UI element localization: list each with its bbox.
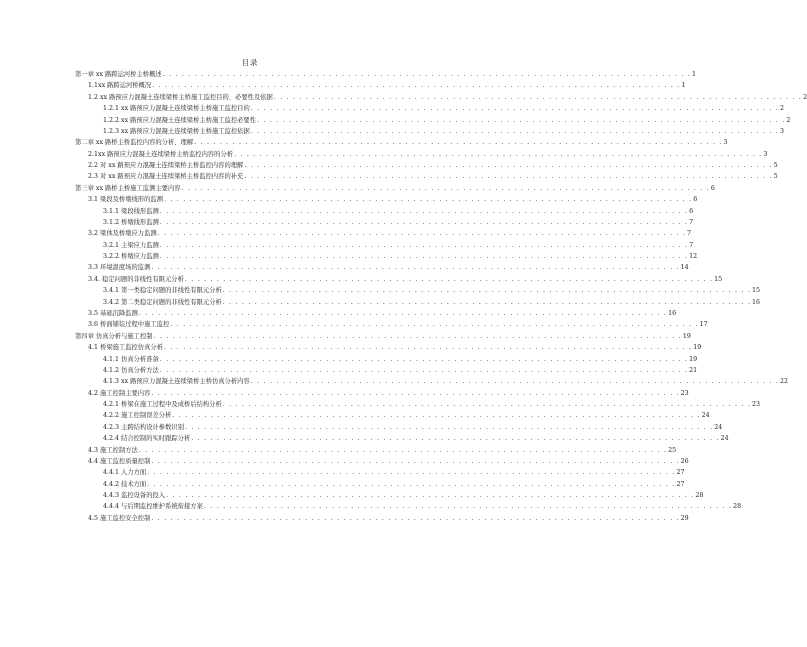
toc-entry-page: 27 — [676, 480, 685, 488]
toc-entry-page: 27 — [676, 469, 685, 477]
toc-entry-page: 24 — [701, 412, 710, 420]
toc-entry-label: 4.4 施工监控质量控制 — [88, 457, 151, 465]
toc-dot-leader: . . . . . . . . . . . . . . . . . . . . . . . . . . . . . . . . . . . . . . . . . . . . . . . . . . . . . . . . . . . . . . . . . . . . . . . . . . . . . . . . . . . — [244, 162, 773, 170]
toc-entry-page: 16 — [668, 309, 677, 317]
toc-entry[interactable] — [88, 149, 768, 160]
toc-entry-label: 2.1xx 路预应力混凝土连续梁桥主桥监控内容的分析 — [88, 150, 234, 158]
toc-entry-page: 2 — [803, 93, 807, 101]
toc-entry-page: 28 — [695, 492, 704, 500]
toc-entry-page: 21 — [689, 366, 698, 374]
toc-entry-page: 26 — [680, 457, 689, 465]
toc-entry[interactable] — [103, 240, 694, 251]
toc-entry-page: 24 — [714, 423, 723, 431]
toc-entry-page: 6 — [693, 196, 698, 204]
toc-dot-leader: . . . . . . . . . . . . . . . . . . . . . . . . . . . . . . . . . . . . . . . . . . . . . . . . . . . . . . . . . . . . . . . . . . . . . . . . . . . . . . . . . . . — [151, 389, 680, 397]
toc-entry-page: 7 — [689, 218, 694, 226]
toc-dot-leader: . . . . . . . . . . . . . . . . . . . . . . . . . . . . . . . . . . . . . . . . . . . . . . . . . . . . . . . . . . . . . . . . . . . . . . . . . . . . . . . . . . . — [203, 503, 733, 511]
toc-dot-leader: . . . . . . . . . . . . . . . . . . . . . . . . . . . . . . . . . . . . . . . . . . . . . . . . . . . . . . . . . . . . . . . . . . . . . . . . . . . . . . . . . . . — [153, 332, 682, 340]
toc-entry-label: 1.2 xx 路预应力混凝土连续梁桥主桥施工监控目的、必要性及依据 — [88, 93, 273, 101]
toc-dot-leader: . . . . . . . . . . . . . . . . . . . . . . . . . . . . . . . . . . . . . . . . . . . . . . . . . . . . . . . . . . . . . . . . . . . . . . . . . . . . . . . . . . . — [222, 298, 752, 306]
toc-entry-label: 4.4.1 人力方面 — [103, 469, 147, 477]
toc-entry-page: 28 — [733, 503, 742, 511]
toc-entry-label: 4.1.1 仿真分析准备 — [103, 355, 159, 363]
toc-dot-leader: . . . . . . . . . . . . . . . . . . . . . . . . . . . . . . . . . . . . . . . . . . . . . . . . . . . . . . . . . . . . . . . . . . . . . . . . . . . . . . . . . . . — [170, 321, 699, 329]
toc-entry[interactable] — [103, 126, 785, 137]
toc-entry-page: 12 — [689, 253, 698, 261]
toc-entry-label: 4.2.4 结合控制的实时跟踪分析 — [103, 435, 191, 443]
toc-entry-page: 6 — [710, 184, 715, 192]
toc-entry-page: 22 — [780, 378, 789, 386]
toc-dot-leader: . . . . . . . . . . . . . . . . . . . . . . . . . . . . . . . . . . . . . . . . . . . . . . . . . . . . . . . . . . . . . . . . . . . . . . . . . . . . . . . . . . . — [151, 264, 680, 272]
toc-entry[interactable] — [103, 217, 694, 228]
toc-entry-label: 3.2.2 桥墩应力监测 — [103, 253, 159, 261]
toc-dot-leader: . . . . . . . . . . . . . . . . . . . . . . . . . . . . . . . . . . . . . . . . . . . . . . . . . . . . . . . . . . . . . . . . . . . . . . . . . . . . . . . . . . . — [172, 412, 701, 420]
toc-entry-page: 16 — [752, 298, 761, 306]
toc-entry-label: 4.2.2 施工控制误差分析 — [103, 412, 172, 420]
toc-entry[interactable] — [88, 308, 677, 319]
toc-entry-label: 4.5 施工监控安全控制 — [88, 514, 151, 522]
toc-dot-leader: . . . . . . . . . . . . . . . . . . . . . . . . . . . . . . . . . . . . . . . . . . . . . . . . . . . . . . . . . . . . . . . . . . . . . . . . . . . . . . . . . . . — [159, 207, 689, 215]
toc-entry-page: 24 — [720, 435, 729, 443]
toc-dot-leader: . . . . . . . . . . . . . . . . . . . . . . . . . . . . . . . . . . . . . . . . . . . . . . . . . . . . . . . . . . . . . . . . . . . . . . . . . . . . . . . . . . . — [194, 139, 723, 147]
toc-entry-label: 2.2 对 xx 路预应力混凝土连续梁桥主桥监控内容的理解 — [88, 162, 244, 170]
toc-entry[interactable] — [88, 513, 689, 524]
toc-entry[interactable] — [103, 410, 710, 421]
toc-entry[interactable] — [88, 80, 686, 91]
toc-entry-page: 23 — [680, 389, 689, 397]
toc-dot-leader: . . . . . . . . . . . . . . . . . . . . . . . . . . . . . . . . . . . . . . . . . . . . . . . . . . . . . . . . . . . . . . . . . . . . . . . . . . . . . . . . . . . — [151, 457, 680, 465]
toc-entry-page: 17 — [699, 321, 708, 329]
toc-dot-leader: . . . . . . . . . . . . . . . . . . . . . . . . . . . . . . . . . . . . . . . . . . . . . . . . . . . . . . . . . . . . . . . . . . . . . . . . . . . . . . . . . . . — [159, 355, 689, 363]
toc-entry-label: 第三章 xx 路桥主桥施工监测主要内容 — [75, 184, 181, 192]
toc-entry-label: 3.4.2 第二类稳定问题的非线性有限元分析 — [103, 298, 222, 306]
toc-entry[interactable] — [103, 501, 742, 512]
toc-dot-leader: . . . . . . . . . . . . . . . . . . . . . . . . . . . . . . . . . . . . . . . . . . . . . . . . . . . . . . . . . . . . . . . . . . . . . . . . . . . . . . . . . . . — [250, 105, 780, 113]
toc-dot-leader: . . . . . . . . . . . . . . . . . . . . . . . . . . . . . . . . . . . . . . . . . . . . . . . . . . . . . . . . . . . . . . . . . . . . . . . . . . . . . . . . . . . — [273, 93, 803, 101]
toc-entry[interactable] — [103, 103, 785, 114]
toc-entry-label: 3.5 基础沉降监测 — [88, 309, 138, 317]
toc-dot-leader: . . . . . . . . . . . . . . . . . . . . . . . . . . . . . . . . . . . . . . . . . . . . . . . . . . . . . . . . . . . . . . . . . . . . . . . . . . . . . . . . . . . — [234, 150, 763, 158]
toc-entry-label: 4.4.4 与后期监控维护系统衔接方案 — [103, 503, 203, 511]
toc-entry[interactable] — [103, 376, 789, 387]
toc-dot-leader: . . . . . . . . . . . . . . . . . . . . . . . . . . . . . . . . . . . . . . . . . . . . . . . . . . . . . . . . . . . . . . . . . . . . . . . . . . . . . . . . . . . — [147, 469, 676, 477]
toc-entry-label: 4.4.2 技术方面 — [103, 480, 147, 488]
toc-entry[interactable] — [75, 69, 696, 80]
toc-entry[interactable] — [103, 365, 698, 376]
toc-dot-leader: . . . . . . . . . . . . . . . . . . . . . . . . . . . . . . . . . . . . . . . . . . . . . . . . . . . . . . . . . . . . . . . . . . . . . . . . . . . . . . . . . . . — [159, 218, 689, 226]
toc-entry-label: 1.1xx 路跨运河桥概况 — [88, 82, 152, 90]
toc-entry-page: 1 — [691, 71, 696, 78]
toc-entry-label: 3.3 环境温度场的监测 — [88, 264, 151, 272]
toc-entry-label: 第二章 xx 路桥主桥监控内容的分析、理解 — [75, 139, 194, 147]
toc-dot-leader: . . . . . . . . . . . . . . . . . . . . . . . . . . . . . . . . . . . . . . . . . . . . . . . . . . . . . . . . . . . . . . . . . . . . . . . . . . . . . . . . . . . — [164, 344, 693, 352]
toc-entry-label: 3.6 桥面铺装过程中施工监控 — [88, 321, 170, 329]
toc-entry-page: 14 — [680, 264, 689, 272]
toc-title: 目录 — [241, 58, 259, 67]
toc-entry-page: 19 — [693, 344, 702, 352]
toc-entry-label: 第一章 xx 路跨运河桥主桥概述 — [75, 71, 162, 78]
toc-entry-label: 4.3 施工控制方法 — [88, 446, 138, 454]
toc-entry-label: 4.2 施工控制主要内容 — [88, 389, 151, 397]
toc-dot-leader: . . . . . . . . . . . . . . . . . . . . . . . . . . . . . . . . . . . . . . . . . . . . . . . . . . . . . . . . . . . . . . . . . . . . . . . . . . . . . . . . . . . — [164, 196, 693, 204]
toc-entry-label: 4.1 桥梁施工监控仿真分析 — [88, 344, 163, 352]
toc-entry-label: 第四章 仿真分析与施工控制 — [75, 332, 153, 340]
toc-entry-page: 25 — [668, 446, 677, 454]
toc-entry-page: 2 — [786, 116, 791, 124]
toc-entry-page: 2 — [780, 105, 785, 113]
toc-entry[interactable] — [88, 171, 778, 182]
toc-entry-page: 7 — [686, 230, 691, 238]
toc-entry-page: 19 — [689, 355, 698, 363]
toc-entry[interactable] — [88, 274, 723, 285]
toc-entry[interactable] — [103, 206, 694, 217]
toc-entry[interactable] — [103, 297, 761, 308]
toc-dot-leader: . . . . . . . . . . . . . . . . . . . . . . . . . . . . . . . . . . . . . . . . . . . . . . . . . . . . . . . . . . . . . . . . . . . . . . . . . . . . . . . . . . . — [250, 378, 780, 386]
toc-entry[interactable] — [103, 422, 723, 433]
toc-dot-leader: . . . . . . . . . . . . . . . . . . . . . . . . . . . . . . . . . . . . . . . . . . . . . . . . . . . . . . . . . . . . . . . . . . . . . . . . . . . . . . . . . . . — [157, 230, 686, 238]
toc-dot-leader: . . . . . . . . . . . . . . . . . . . . . . . . . . . . . . . . . . . . . . . . . . . . . . . . . . . . . . . . . . . . . . . . . . . . . . . . . . . . . . . . . . . — [257, 116, 786, 124]
toc-dot-leader: . . . . . . . . . . . . . . . . . . . . . . . . . . . . . . . . . . . . . . . . . . . . . . . . . . . . . . . . . . . . . . . . . . . . . . . . . . . . . . . . . . . — [185, 423, 714, 431]
toc-entry-page: 29 — [680, 514, 689, 522]
toc-entry-label: 3.1 梁段及桥墩线形的监测 — [88, 196, 163, 204]
toc-dot-leader: . . . . . . . . . . . . . . . . . . . . . . . . . . . . . . . . . . . . . . . . . . . . . . . . . . . . . . . . . . . . . . . . . . . . . . . . . . . . . . . . . . . — [147, 480, 676, 488]
toc-entry-page: 15 — [752, 287, 761, 295]
toc-entry-page: 5 — [773, 173, 778, 181]
toc-dot-leader: . . . . . . . . . . . . . . . . . . . . . . . . . . . . . . . . . . . . . . . . . . . . . . . . . . . . . . . . . . . . . . . . . . . . . . . . . . . . . . . . . . . — [250, 127, 780, 135]
toc-entry[interactable] — [103, 115, 791, 126]
toc-dot-leader: . . . . . . . . . . . . . . . . . . . . . . . . . . . . . . . . . . . . . . . . . . . . . . . . . . . . . . . . . . . . . . . . . . . . . . . . . . . . . . . . . . . — [222, 287, 752, 295]
toc-entry[interactable] — [103, 479, 685, 490]
toc-dot-leader: . . . . . . . . . . . . . . . . . . . . . . . . . . . . . . . . . . . . . . . . . . . . . . . . . . . . . . . . . . . . . . . . . . . . . . . . . . . . . . . . . . . — [138, 309, 668, 317]
toc-entry[interactable] — [88, 194, 698, 205]
toc-entry[interactable] — [75, 331, 691, 342]
toc-entry-page: 5 — [773, 162, 778, 170]
toc-entry-label: 4.1.2 仿真分析方法 — [103, 366, 159, 374]
toc-dot-leader: . . . . . . . . . . . . . . . . . . . . . . . . . . . . . . . . . . . . . . . . . . . . . . . . . . . . . . . . . . . . . . . . . . . . . . . . . . . . . . . . . . . — [191, 435, 720, 443]
toc-dot-leader: . . . . . . . . . . . . . . . . . . . . . . . . . . . . . . . . . . . . . . . . . . . . . . . . . . . . . . . . . . . . . . . . . . . . . . . . . . . . . . . . . . . — [159, 366, 689, 374]
toc-dot-leader: . . . . . . . . . . . . . . . . . . . . . . . . . . . . . . . . . . . . . . . . . . . . . . . . . . . . . . . . . . . . . . . . . . . . . . . . . . . . . . . . . . . — [166, 492, 695, 500]
toc-entry-label: 4.2.1 桥梁在施工过程中及成桥后结构分析 — [103, 401, 222, 409]
toc-entry-label: 2.3 对 xx 路预应力混凝土连续梁桥主桥监控内容的补充 — [88, 173, 244, 181]
toc-entry[interactable] — [103, 490, 704, 501]
toc-entry[interactable] — [88, 228, 691, 239]
toc-entry[interactable] — [103, 467, 685, 478]
toc-entry-page: 1 — [681, 82, 686, 90]
toc-entry-page: 15 — [714, 275, 723, 283]
toc-entry-label: 3.1.2 桥墩线形监测 — [103, 218, 159, 226]
toc-entry-label: 1.2.3 xx 路预应力混凝土连续梁桥主桥施工监控依据 — [103, 127, 250, 135]
toc-entry[interactable] — [88, 342, 702, 353]
toc-dot-leader: . . . . . . . . . . . . . . . . . . . . . . . . . . . . . . . . . . . . . . . . . . . . . . . . . . . . . . . . . . . . . . . . . . . . . . . . . . . . . . . . . . . — [184, 275, 714, 283]
toc-entry-label: 4.4.3 监控设备的投入 — [103, 492, 166, 500]
toc-dot-leader: . . . . . . . . . . . . . . . . . . . . . . . . . . . . . . . . . . . . . . . . . . . . . . . . . . . . . . . . . . . . . . . . . . . . . . . . . . . . . . . . . . . — [162, 71, 691, 78]
toc-entry[interactable] — [88, 92, 807, 103]
toc-entry[interactable] — [103, 251, 698, 262]
toc-entry[interactable] — [103, 399, 761, 410]
toc-entry-label: 1.2.1 xx 路预应力混凝土连续梁桥主桥施工监控目的 — [103, 105, 250, 113]
toc-entry-page: 6 — [689, 207, 694, 215]
toc-entry[interactable] — [75, 137, 728, 148]
toc-entry[interactable] — [103, 433, 729, 444]
toc-dot-leader: . . . . . . . . . . . . . . . . . . . . . . . . . . . . . . . . . . . . . . . . . . . . . . . . . . . . . . . . . . . . . . . . . . . . . . . . . . . . . . . . . . . — [159, 241, 689, 249]
toc-entry[interactable] — [75, 183, 715, 194]
toc-entry-label: 3.1.1 梁段线形监测 — [103, 207, 159, 215]
toc-dot-leader: . . . . . . . . . . . . . . . . . . . . . . . . . . . . . . . . . . . . . . . . . . . . . . . . . . . . . . . . . . . . . . . . . . . . . . . . . . . . . . . . . . . — [152, 82, 681, 90]
toc-entry[interactable] — [103, 354, 698, 365]
toc-entry[interactable] — [88, 160, 778, 171]
toc-dot-leader: . . . . . . . . . . . . . . . . . . . . . . . . . . . . . . . . . . . . . . . . . . . . . . . . . . . . . . . . . . . . . . . . . . . . . . . . . . . . . . . . . . . — [181, 184, 710, 192]
toc-entry-page: 7 — [689, 241, 694, 249]
toc-entry-label: 3.2.1 主梁应力监测 — [103, 241, 159, 249]
toc-dot-leader: . . . . . . . . . . . . . . . . . . . . . . . . . . . . . . . . . . . . . . . . . . . . . . . . . . . . . . . . . . . . . . . . . . . . . . . . . . . . . . . . . . . — [138, 446, 668, 454]
toc-entry[interactable] — [88, 456, 689, 467]
toc-entry[interactable] — [88, 388, 689, 399]
toc-entry-label: 1.2.2 xx 路预应力混凝土连续梁桥主桥施工监控必要性 — [103, 116, 257, 124]
toc-entry[interactable] — [103, 285, 761, 296]
toc-entry-page: 3 — [763, 150, 768, 158]
toc-entry-label: 3.4.1 第一类稳定问题的非线性有限元分析 — [103, 287, 222, 295]
toc-entry-page: 23 — [752, 401, 761, 409]
toc-entry-page: 3 — [723, 139, 728, 147]
toc-entry[interactable] — [88, 319, 708, 330]
toc-entry-page: 3 — [780, 127, 785, 135]
toc-dot-leader: . . . . . . . . . . . . . . . . . . . . . . . . . . . . . . . . . . . . . . . . . . . . . . . . . . . . . . . . . . . . . . . . . . . . . . . . . . . . . . . . . . . — [222, 401, 752, 409]
toc-entry-label: 3.2 梁体及桥墩应力监测 — [88, 230, 157, 238]
toc-dot-leader: . . . . . . . . . . . . . . . . . . . . . . . . . . . . . . . . . . . . . . . . . . . . . . . . . . . . . . . . . . . . . . . . . . . . . . . . . . . . . . . . . . . — [159, 253, 689, 261]
toc-dot-leader: . . . . . . . . . . . . . . . . . . . . . . . . . . . . . . . . . . . . . . . . . . . . . . . . . . . . . . . . . . . . . . . . . . . . . . . . . . . . . . . . . . . — [244, 173, 773, 181]
toc-dot-leader: . . . . . . . . . . . . . . . . . . . . . . . . . . . . . . . . . . . . . . . . . . . . . . . . . . . . . . . . . . . . . . . . . . . . . . . . . . . . . . . . . . . — [151, 514, 680, 522]
toc-entry-label: 4.2.3 主跨结构设计参数识别 — [103, 423, 184, 431]
toc-entry-page: 19 — [682, 332, 691, 340]
toc-entry[interactable] — [88, 262, 689, 273]
toc-entry-label: 3.4. 稳定问题的非线性有限元分析 — [88, 275, 184, 283]
toc-entry-label: 4.1.3 xx 路预应力混凝土连续梁桥主桥仿真分析内容 — [103, 378, 250, 386]
toc-entry[interactable] — [88, 445, 677, 456]
